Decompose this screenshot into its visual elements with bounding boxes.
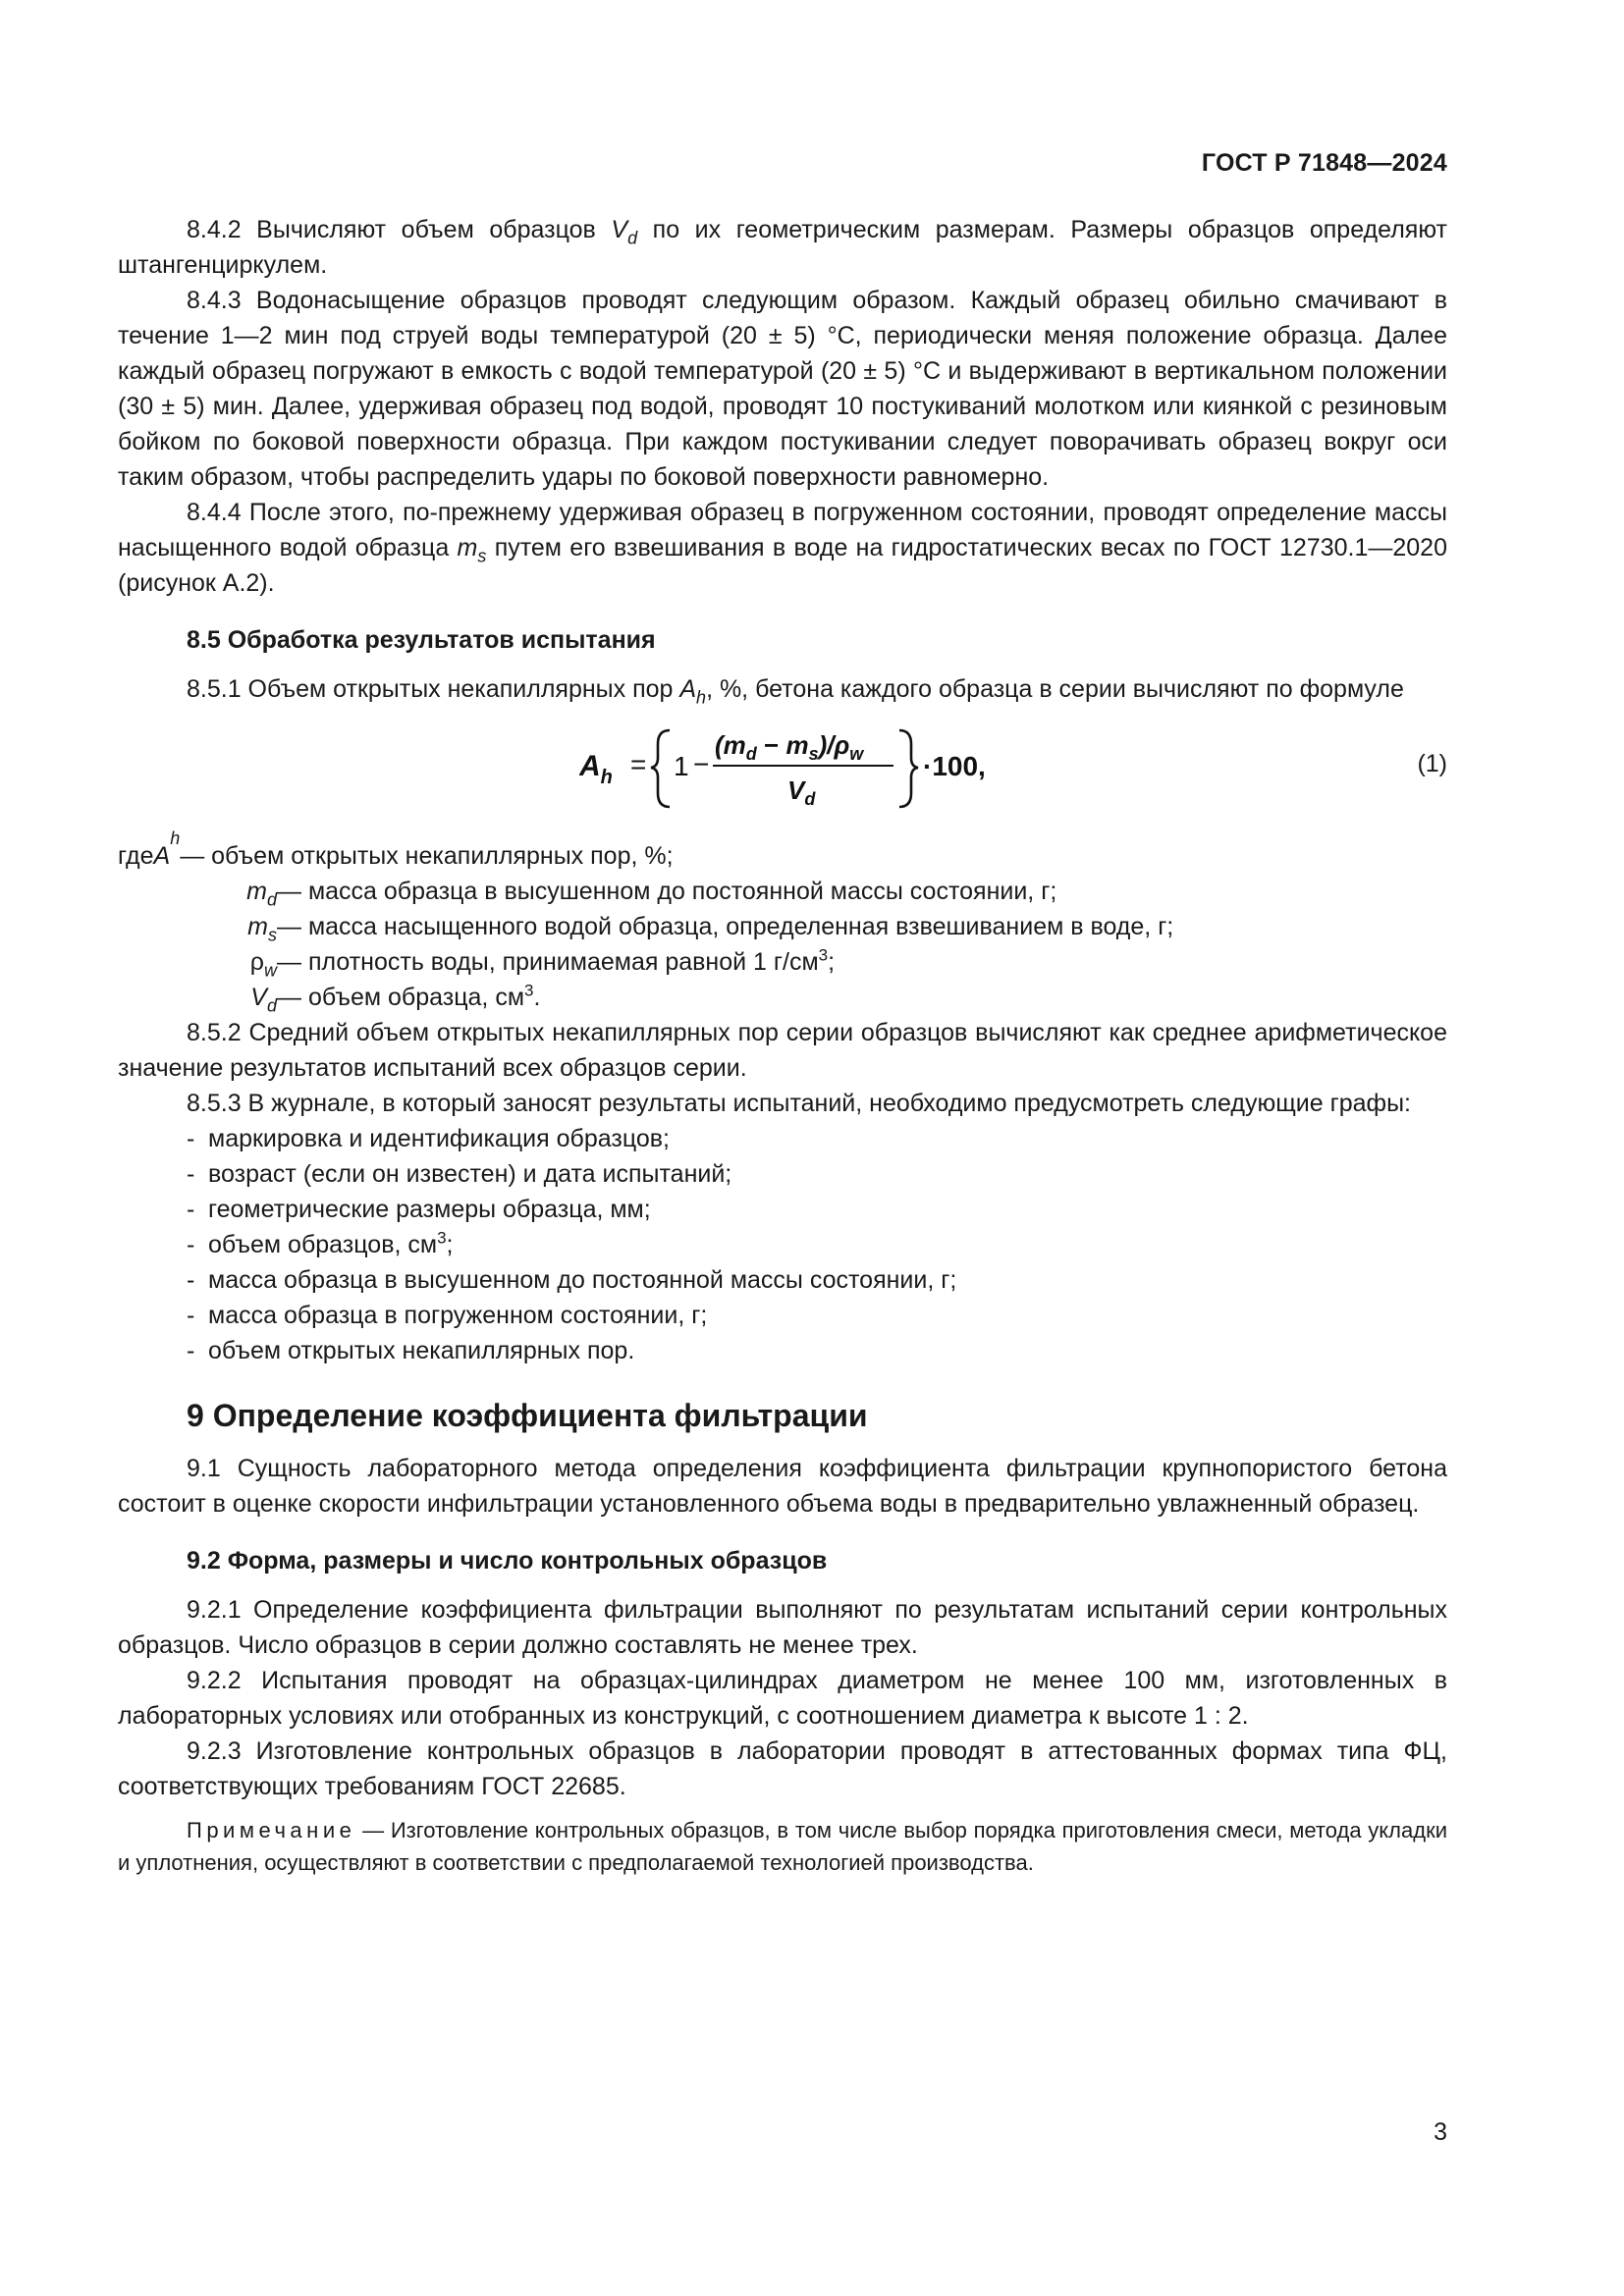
svg-text:Ah: $A_h$ (579, 750, 613, 788)
paragraph-8-4-2: 8.4.2 Вычисляют объем образцов $V_d$ по их геометрическим размерам. Размеры образцов определяют штангенциркулем. (118, 216, 1447, 279)
svg-text:(md − ms)/ρw: $(m_d - m_s)/\rho_w$ (715, 730, 864, 764)
svg-text:Vd: $V_d$ (787, 775, 816, 809)
list-item: - маркировка и идентификация образцов; (187, 1125, 670, 1152)
svg-text:1: 1 (674, 751, 689, 781)
left-brace (651, 730, 670, 807)
list-item: - масса образца в высушенном до постоянной массы состоянии, г; (187, 1266, 957, 1294)
journal-columns-list (118, 1121, 1447, 1368)
paragraph-9-2-1: 9.2.1 Определение коэффициента фильтрации выполняют по результатам испытаний серии контрольных образцов. Число образцов в серии должно составлять не менее трех. (118, 1596, 1447, 1659)
formula-1 (118, 709, 1447, 825)
paragraph-9-1: 9.1 Сущность лабораторного метода определения коэффициента фильтрации крупнопористого бетона состоит в оценке скорости инфильтрации установленного объема воды в предварительно увлажненный образец. (118, 1455, 1447, 1518)
svg-text:=: = (630, 749, 647, 779)
formula-graphic (579, 709, 1090, 825)
right-brace (899, 730, 918, 807)
paragraph-8-5-3: 8.5.3 В журнале, в который заносят результаты испытаний, необходимо предусмотреть следующие графы: (187, 1090, 1411, 1117)
equation-number: (1) (1417, 750, 1447, 777)
paragraph-8-5-2: 8.5.2 Средний объем открытых некапиллярных пор серии образцов вычисляют как среднее арифметическое значение результатов испытаний всех образцов серии. (118, 1019, 1447, 1082)
document-id: ГОСТ Р 71848—2024 (1201, 149, 1447, 177)
heading-8-5: 8.5 Обработка результатов испытания (187, 626, 656, 654)
legend-row: где A h — объем открытых некапиллярных пор, %; (118, 828, 674, 870)
heading-9-2: 9.2 Форма, размеры и число контрольных образцов (187, 1547, 828, 1575)
formula-legend (118, 828, 1447, 1016)
page-body (118, 212, 1447, 1879)
paragraph-8-4-4: 8.4.4 После этого, по-прежнему удерживая образец в погруженном состоянии, проводят определение массы насыщенного водой образца $m_s$ путем его взвешивания в воде на гидростатических весах по ГОСТ 12730.1—2020 (рисунок А.2). (118, 499, 1447, 597)
paragraph-9-2-3: 9.2.3 Изготовление контрольных образцов в лаборатории проводят в аттестованных формах типа ФЦ, соответствующих требованиям ГОСТ 22685. (118, 1737, 1447, 1800)
legend-row: $m_s$ — масса насыщенного водой образца, определенная взвешиванием в воде, г; (247, 913, 1174, 945)
list-item: - возраст (если он известен) и дата испытаний; (187, 1160, 732, 1188)
paragraph-8-5-1: 8.5.1 Объем открытых некапиллярных пор $A_h$, %, бетона каждого образца в серии вычисляют по формуле (187, 675, 1404, 708)
heading-9: 9 Определение коэффициента фильтрации (187, 1398, 868, 1433)
list-item: - объем открытых некапиллярных пор. (187, 1337, 635, 1364)
legend-row: $m_d$ — масса образца в высушенном до постоянной массы состоянии, г; (246, 878, 1057, 910)
svg-text:·100,: ·100, (923, 751, 986, 781)
paragraph-9-2-2: 9.2.2 Испытания проводят на образцах-цилиндрах диаметром не менее 100 мм, изготовленных в лабораторных условиях или отобранных из конструкций, с соотношением диаметра к высоте 1 : 2. (118, 1667, 1447, 1730)
list-item: - геометрические размеры образца, мм; (187, 1196, 651, 1223)
note: Примечание — Изготовление контрольных образцов, в том числе выбор порядка приготовления смеси, метода укладки и уплотнения, осуществляют в соответствии с предполагаемой технологией производства. (118, 1818, 1447, 1875)
list-item: - масса образца в погруженном состоянии, г; (187, 1302, 708, 1329)
svg-text:−: − (693, 749, 710, 779)
paragraph-8-4-3: 8.4.3 Водонасыщение образцов проводят следующим образом. Каждый образец обильно смачивают в течение 1—2 мин под струей воды температурой (20 ± 5) °C, периодически меняя положение образца. Далее каждый образец погружают в емкость с водой температурой (20 ± 5) °C и выдерживают в вертикальном положении (30 ± 5) мин. Далее, удерживая образец под водой, проводят 10 постукиваний молотком или киянкой с резиновым бойком по боковой поверхности образца. При каждом постукивании следует поворачивать образец вокруг оси таким образом, чтобы распределить удары по боковой поверхности равномерно. (118, 287, 1447, 491)
list-item: - объем образцов, $см^3$; (187, 1228, 454, 1258)
legend-row: $V_d$ — объем образца, $см^3$. (250, 981, 541, 1016)
legend-row: $\rho_w$ — плотность воды, принимаемая равной 1 $г/см^3$; (249, 945, 836, 981)
page-number: 3 (1434, 2118, 1447, 2146)
